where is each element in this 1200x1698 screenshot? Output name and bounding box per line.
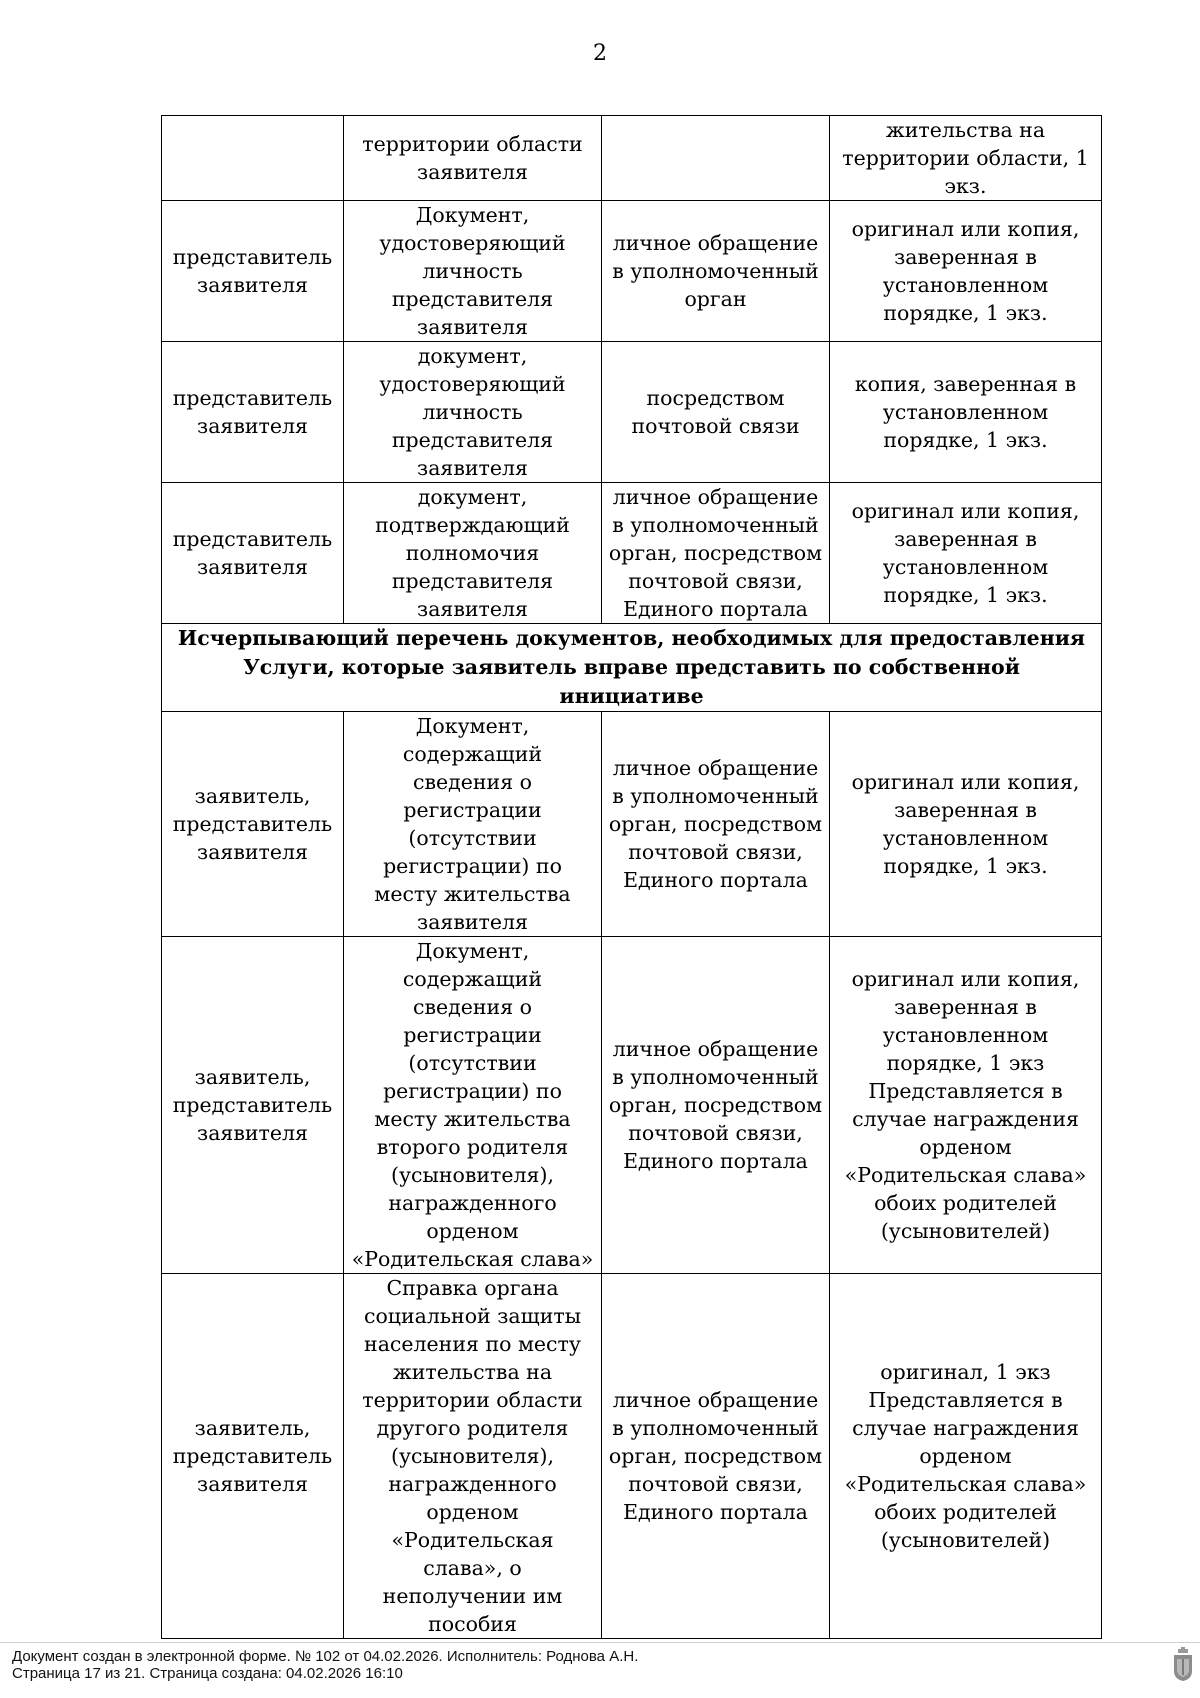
table-row bbox=[162, 1274, 1102, 1639]
coat-of-arms-icon bbox=[1173, 1647, 1193, 1681]
table-row bbox=[162, 342, 1102, 483]
document-cell: Документ, содержащий сведения о регистрации (отсутствии регистрации) по месту жительства заявителя bbox=[344, 712, 602, 937]
applicant-cell: представитель заявителя bbox=[162, 483, 344, 624]
applicant-cell: заявитель, представитель заявителя bbox=[162, 937, 344, 1274]
document-cell: Документ, удостоверяющий личность представителя заявителя bbox=[344, 201, 602, 342]
table-row bbox=[162, 201, 1102, 342]
section-title: Исчерпывающий перечень документов, необходимых для предоставления Услуги, которые заявитель вправе представить по собственной инициативе bbox=[162, 624, 1102, 712]
table-row bbox=[162, 116, 1102, 201]
method-cell: личное обращение в уполномоченный орган, посредством почтовой связи, Единого портала bbox=[602, 712, 830, 937]
document-footer bbox=[12, 1648, 638, 1682]
method-cell: личное обращение в уполномоченный орган, посредством почтовой связи, Единого портала bbox=[602, 483, 830, 624]
form-cell: оригинал или копия, заверенная в установленном порядке, 1 экз. bbox=[830, 201, 1102, 342]
form-cell: оригинал или копия, заверенная в установленном порядке, 1 экз. bbox=[830, 483, 1102, 624]
method-cell: посредством почтовой связи bbox=[602, 342, 830, 483]
form-cell bbox=[830, 1274, 1102, 1639]
document-cell: Документ, содержащий сведения о регистрации (отсутствии регистрации) по месту жительства второго родителя (усыновителя), награжденного орденом «Родительская слава» bbox=[344, 937, 602, 1274]
section-row bbox=[162, 624, 1102, 712]
applicant-cell: заявитель, представитель заявителя bbox=[162, 1274, 344, 1639]
method-cell: личное обращение в уполномоченный орган bbox=[602, 201, 830, 342]
footer-line-2: Страница 17 из 21. Страница создана: 04.02.2026 16:10 bbox=[12, 1665, 403, 1682]
form-note: Представляется в случае награждения орденом «Родительская слава» обоих родителей (усыновителей) bbox=[844, 1079, 1087, 1243]
applicant-cell bbox=[162, 116, 344, 201]
method-cell bbox=[602, 116, 830, 201]
document-cell: документ, удостоверяющий личность представителя заявителя bbox=[344, 342, 602, 483]
documents-table bbox=[161, 115, 1102, 1639]
form-cell: копия, заверенная в установленном порядке, 1 экз. bbox=[830, 342, 1102, 483]
table-row bbox=[162, 937, 1102, 1274]
document-cell: Справка органа социальной защиты населения по месту жительства на территории области другого родителя (усыновителя), награжденного орденом «Родительская слава», о неполучении им пособия bbox=[344, 1274, 602, 1639]
table-row bbox=[162, 712, 1102, 937]
form-note: Представляется в случае награждения орденом «Родительская слава» обоих родителей (усыновителей) bbox=[844, 1388, 1087, 1552]
method-cell: личное обращение в уполномоченный орган, посредством почтовой связи, Единого портала bbox=[602, 937, 830, 1274]
table-row bbox=[162, 483, 1102, 624]
form-cell: жительства на территории области, 1 экз. bbox=[830, 116, 1102, 201]
applicant-cell: заявитель, представитель заявителя bbox=[162, 712, 344, 937]
applicant-cell: представитель заявителя bbox=[162, 342, 344, 483]
applicant-cell: представитель заявителя bbox=[162, 201, 344, 342]
form-cell bbox=[830, 937, 1102, 1274]
footer-line-1: Документ создан в электронной форме. № 102 от 04.02.2026. Исполнитель: Роднова А.Н. bbox=[12, 1648, 639, 1665]
document-cell: документ, подтверждающий полномочия представителя заявителя bbox=[344, 483, 602, 624]
form-text: оригинал, 1 экз bbox=[880, 1360, 1051, 1384]
footer-divider bbox=[0, 1642, 1200, 1643]
form-text: оригинал или копия, заверенная в установленном порядке, 1 экз bbox=[851, 967, 1080, 1075]
page-number: 2 bbox=[593, 41, 607, 66]
document-cell: территории области заявителя bbox=[344, 116, 602, 201]
form-cell: оригинал или копия, заверенная в установленном порядке, 1 экз. bbox=[830, 712, 1102, 937]
method-cell: личное обращение в уполномоченный орган, посредством почтовой связи, Единого портала bbox=[602, 1274, 830, 1639]
